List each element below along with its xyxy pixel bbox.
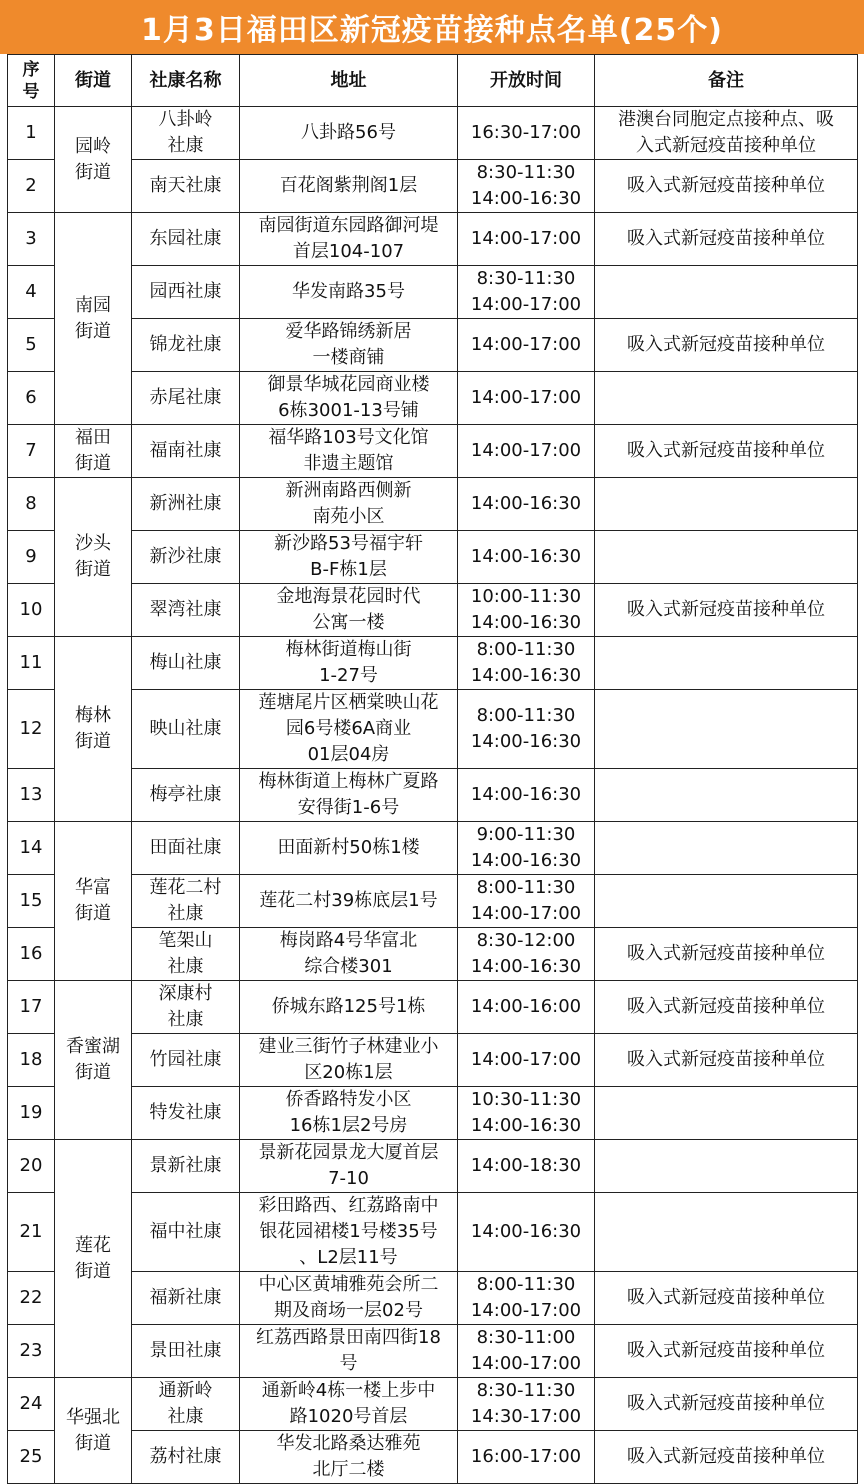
row-seq: 11	[8, 637, 55, 690]
table-row	[8, 266, 858, 319]
table-row	[8, 319, 858, 372]
row-address: 新沙路53号福宇轩 B-F栋1层	[240, 531, 458, 584]
row-seq: 24	[8, 1378, 55, 1431]
row-note	[595, 531, 858, 584]
row-address: 梅林街道上梅林广夏路 安得街1-6号	[240, 769, 458, 822]
table-row	[8, 822, 858, 875]
header-street: 街道	[55, 55, 132, 107]
table-row	[8, 1272, 858, 1325]
table-row	[8, 1325, 858, 1378]
row-address: 田面新村50栋1楼	[240, 822, 458, 875]
table-body	[8, 107, 858, 1484]
row-address: 中心区黄埔雅苑会所二 期及商场一层02号	[240, 1272, 458, 1325]
row-clinic: 荔村社康	[132, 1431, 240, 1484]
row-note: 吸入式新冠疫苗接种单位	[595, 928, 858, 981]
row-address: 福华路103号文化馆 非遗主题馆	[240, 425, 458, 478]
table-row	[8, 213, 858, 266]
row-clinic: 南天社康	[132, 160, 240, 213]
row-clinic: 通新岭 社康	[132, 1378, 240, 1431]
row-address: 侨城东路125号1栋	[240, 981, 458, 1034]
table-row	[8, 107, 858, 160]
table-row	[8, 160, 858, 213]
row-clinic: 园西社康	[132, 266, 240, 319]
row-note	[595, 1087, 858, 1140]
table-row	[8, 1431, 858, 1484]
row-clinic: 笔架山 社康	[132, 928, 240, 981]
row-note: 吸入式新冠疫苗接种单位	[595, 1272, 858, 1325]
row-hours: 14:00-16:30	[458, 1193, 595, 1272]
row-hours: 8:30-11:30 14:30-17:00	[458, 1378, 595, 1431]
row-clinic: 福南社康	[132, 425, 240, 478]
row-hours: 8:00-11:30 14:00-17:00	[458, 1272, 595, 1325]
table-row	[8, 1034, 858, 1087]
row-seq: 4	[8, 266, 55, 319]
row-hours: 9:00-11:30 14:00-16:30	[458, 822, 595, 875]
table-row	[8, 690, 858, 769]
row-seq: 21	[8, 1193, 55, 1272]
row-address: 侨香路特发小区 16栋1层2号房	[240, 1087, 458, 1140]
row-clinic: 田面社康	[132, 822, 240, 875]
row-street: 园岭 街道	[55, 107, 132, 213]
header-clinic: 社康名称	[132, 55, 240, 107]
row-address: 新洲南路西侧新 南苑小区	[240, 478, 458, 531]
row-hours: 8:30-12:00 14:00-16:30	[458, 928, 595, 981]
row-street: 福田 街道	[55, 425, 132, 478]
row-seq: 13	[8, 769, 55, 822]
row-hours: 8:00-11:30 14:00-16:30	[458, 690, 595, 769]
row-note	[595, 769, 858, 822]
row-seq: 15	[8, 875, 55, 928]
row-hours: 8:30-11:30 14:00-17:00	[458, 266, 595, 319]
row-clinic: 东园社康	[132, 213, 240, 266]
row-seq: 12	[8, 690, 55, 769]
row-clinic: 八卦岭 社康	[132, 107, 240, 160]
row-note	[595, 637, 858, 690]
row-clinic: 莲花二村 社康	[132, 875, 240, 928]
row-hours: 14:00-16:30	[458, 478, 595, 531]
row-address: 建业三街竹子林建业小 区20栋1层	[240, 1034, 458, 1087]
row-seq: 5	[8, 319, 55, 372]
row-note	[595, 822, 858, 875]
row-address: 百花阁紫荆阁1层	[240, 160, 458, 213]
row-note	[595, 690, 858, 769]
table-row	[8, 425, 858, 478]
row-address: 彩田路西、红荔路南中 银花园裙楼1号楼35号 、L2层11号	[240, 1193, 458, 1272]
row-street: 香蜜湖 街道	[55, 981, 132, 1140]
row-street: 南园 街道	[55, 213, 132, 425]
row-clinic: 特发社康	[132, 1087, 240, 1140]
row-note	[595, 266, 858, 319]
row-seq: 20	[8, 1140, 55, 1193]
row-note: 吸入式新冠疫苗接种单位	[595, 1378, 858, 1431]
table-row	[8, 372, 858, 425]
row-seq: 25	[8, 1431, 55, 1484]
row-address: 御景华城花园商业楼 6栋3001-13号铺	[240, 372, 458, 425]
table-row	[8, 981, 858, 1034]
row-hours: 16:30-17:00	[458, 107, 595, 160]
row-note: 吸入式新冠疫苗接种单位	[595, 981, 858, 1034]
row-note	[595, 372, 858, 425]
row-seq: 18	[8, 1034, 55, 1087]
row-seq: 23	[8, 1325, 55, 1378]
row-note: 吸入式新冠疫苗接种单位	[595, 160, 858, 213]
row-clinic: 梅亭社康	[132, 769, 240, 822]
row-seq: 10	[8, 584, 55, 637]
row-clinic: 翠湾社康	[132, 584, 240, 637]
row-hours: 14:00-17:00	[458, 1034, 595, 1087]
row-address: 华发北路桑达雅苑 北厅二楼	[240, 1431, 458, 1484]
row-hours: 14:00-16:30	[458, 769, 595, 822]
row-hours: 8:30-11:00 14:00-17:00	[458, 1325, 595, 1378]
row-note: 吸入式新冠疫苗接种单位	[595, 319, 858, 372]
row-address: 南园街道东园路御河堤 首层104-107	[240, 213, 458, 266]
row-address: 红荔西路景田南四街18 号	[240, 1325, 458, 1378]
row-address: 八卦路56号	[240, 107, 458, 160]
row-hours: 14:00-17:00	[458, 213, 595, 266]
row-address: 爱华路锦绣新居 一楼商铺	[240, 319, 458, 372]
row-address: 景新花园景龙大厦首层 7-10	[240, 1140, 458, 1193]
row-clinic: 映山社康	[132, 690, 240, 769]
row-clinic: 竹园社康	[132, 1034, 240, 1087]
vaccination-sites-table	[7, 54, 858, 1484]
header-seq: 序 号	[8, 55, 55, 107]
table-row	[8, 584, 858, 637]
header-note: 备注	[595, 55, 858, 107]
row-seq: 7	[8, 425, 55, 478]
row-address: 梅岗路4号华富北 综合楼301	[240, 928, 458, 981]
table-row	[8, 1378, 858, 1431]
row-seq: 17	[8, 981, 55, 1034]
row-hours: 10:30-11:30 14:00-16:30	[458, 1087, 595, 1140]
row-hours: 14:00-16:00	[458, 981, 595, 1034]
row-note	[595, 875, 858, 928]
table-row	[8, 875, 858, 928]
row-hours: 14:00-17:00	[458, 425, 595, 478]
row-clinic: 新洲社康	[132, 478, 240, 531]
table-header-row	[8, 55, 858, 107]
header-address: 地址	[240, 55, 458, 107]
row-clinic: 福中社康	[132, 1193, 240, 1272]
row-address: 华发南路35号	[240, 266, 458, 319]
row-street: 华强北 街道	[55, 1378, 132, 1484]
row-note	[595, 1193, 858, 1272]
row-seq: 1	[8, 107, 55, 160]
row-address: 通新岭4栋一楼上步中 路1020号首层	[240, 1378, 458, 1431]
table-row	[8, 769, 858, 822]
row-address: 莲花二村39栋底层1号	[240, 875, 458, 928]
row-street: 梅林 街道	[55, 637, 132, 822]
row-note: 吸入式新冠疫苗接种单位	[595, 1034, 858, 1087]
row-seq: 6	[8, 372, 55, 425]
row-address: 金地海景花园时代 公寓一楼	[240, 584, 458, 637]
row-hours: 10:00-11:30 14:00-16:30	[458, 584, 595, 637]
row-clinic: 梅山社康	[132, 637, 240, 690]
row-clinic: 深康村 社康	[132, 981, 240, 1034]
table-row	[8, 928, 858, 981]
row-seq: 8	[8, 478, 55, 531]
row-seq: 2	[8, 160, 55, 213]
table-row	[8, 1087, 858, 1140]
row-hours: 14:00-18:30	[458, 1140, 595, 1193]
row-seq: 22	[8, 1272, 55, 1325]
row-hours: 14:00-17:00	[458, 372, 595, 425]
row-clinic: 景新社康	[132, 1140, 240, 1193]
row-street: 华富 街道	[55, 822, 132, 981]
row-note: 港澳台同胞定点接种点、吸 入式新冠疫苗接种单位	[595, 107, 858, 160]
row-clinic: 景田社康	[132, 1325, 240, 1378]
row-hours: 8:30-11:30 14:00-16:30	[458, 160, 595, 213]
row-clinic: 赤尾社康	[132, 372, 240, 425]
row-clinic: 福新社康	[132, 1272, 240, 1325]
row-note	[595, 478, 858, 531]
table-row	[8, 637, 858, 690]
row-address: 莲塘尾片区栖棠映山花 园6号楼6A商业 01层04房	[240, 690, 458, 769]
row-note: 吸入式新冠疫苗接种单位	[595, 425, 858, 478]
row-note	[595, 1140, 858, 1193]
row-seq: 3	[8, 213, 55, 266]
row-hours: 8:00-11:30 14:00-17:00	[458, 875, 595, 928]
row-seq: 9	[8, 531, 55, 584]
table-row	[8, 1140, 858, 1193]
row-note: 吸入式新冠疫苗接种单位	[595, 1431, 858, 1484]
page-title: 1月3日福田区新冠疫苗接种点名单(25个)	[0, 0, 864, 54]
row-note: 吸入式新冠疫苗接种单位	[595, 584, 858, 637]
row-address: 梅林街道梅山街 1-27号	[240, 637, 458, 690]
row-seq: 14	[8, 822, 55, 875]
row-hours: 16:00-17:00	[458, 1431, 595, 1484]
row-seq: 19	[8, 1087, 55, 1140]
row-hours: 8:00-11:30 14:00-16:30	[458, 637, 595, 690]
header-hours: 开放时间	[458, 55, 595, 107]
table-row	[8, 1193, 858, 1272]
row-street: 莲花 街道	[55, 1140, 132, 1378]
row-clinic: 新沙社康	[132, 531, 240, 584]
table-row	[8, 531, 858, 584]
table-row	[8, 478, 858, 531]
row-clinic: 锦龙社康	[132, 319, 240, 372]
row-note: 吸入式新冠疫苗接种单位	[595, 213, 858, 266]
row-street: 沙头 街道	[55, 478, 132, 637]
row-note: 吸入式新冠疫苗接种单位	[595, 1325, 858, 1378]
row-seq: 16	[8, 928, 55, 981]
row-hours: 14:00-16:30	[458, 531, 595, 584]
row-hours: 14:00-17:00	[458, 319, 595, 372]
